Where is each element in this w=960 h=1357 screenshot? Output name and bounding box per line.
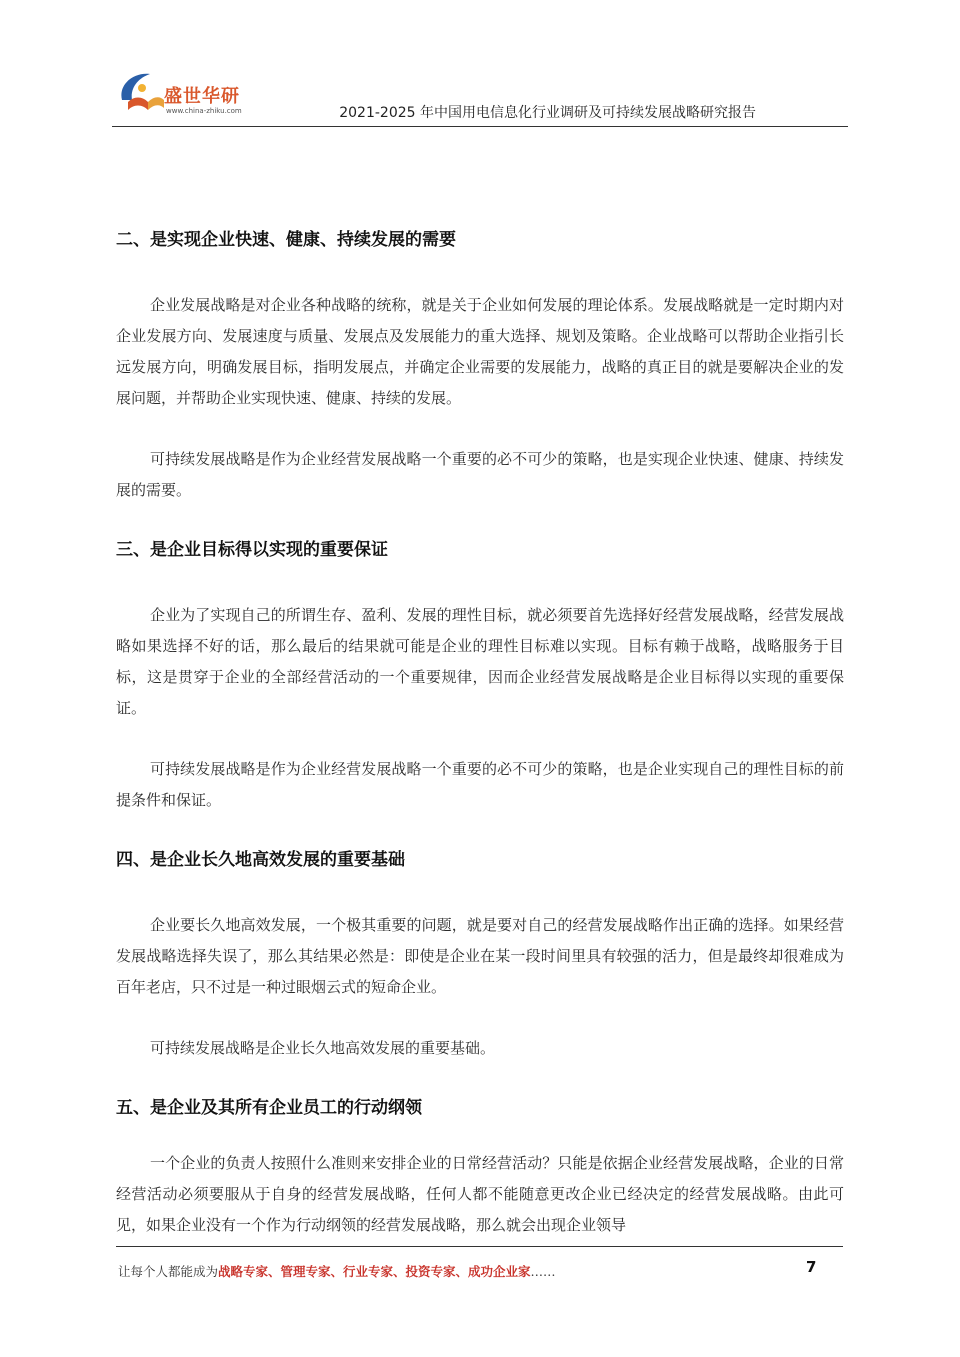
section-heading: 三、是企业目标得以实现的重要保证 — [116, 540, 388, 560]
section-heading: 五、是企业及其所有企业员工的行动纲领 — [116, 1098, 422, 1118]
paragraph: 企业要长久地高效发展，一个极其重要的问题，就是要对自己的经营发展战略作出正确的选择。如果经营发展战略选择失误了，那么其结果必然是：即使是企业在某一段时间里具有较强的活力，但是最终却很难成为百年老店，只不过是一种过眼烟云式的短命企业。 — [116, 916, 844, 996]
paragraph: 一个企业的负责人按照什么准则来安排企业的日常经营活动？只能是依据企业经营发展战略，企业的日常经营活动必须要服从于自身的经营发展战略，任何人都不能随意更改企业已经决定的经营发展战略。由此可见，如果企业没有一个作为行动纲领的经营发展战略，那么就会出现企业领导 — [116, 1154, 844, 1234]
paragraph: 可持续发展战略是企业长久地高效发展的重要基础。 — [150, 1039, 496, 1057]
page-number: 7 — [806, 1258, 817, 1276]
logo-book-icon — [112, 66, 168, 122]
logo-url: www.china-zhiku.com — [166, 107, 242, 115]
company-logo — [112, 62, 262, 122]
footer-suffix: …… — [530, 1264, 556, 1279]
document-body — [116, 226, 844, 1241]
section-heading: 二、是实现企业快速、健康、持续发展的需要 — [116, 230, 456, 250]
footer-slogan — [118, 1262, 556, 1280]
footer-prefix: 让每个人都能成为 — [118, 1264, 219, 1279]
logo-name: 盛世华研 — [164, 86, 240, 107]
footer-highlight: 战略专家、管理专家、行业专家、投资专家、成功企业家 — [218, 1264, 531, 1279]
paragraph: 可持续发展战略是作为企业经营发展战略一个重要的必不可少的策略，也是实现企业快速、健康、持续发展的需要。 — [116, 450, 844, 499]
section-heading: 四、是企业长久地高效发展的重要基础 — [116, 850, 405, 870]
footer-divider — [116, 1246, 843, 1247]
report-title: 2021-2025 年中国用电信息化行业调研及可持续发展战略研究报告 — [339, 105, 756, 121]
paragraph: 企业为了实现自己的所谓生存、盈利、发展的理性目标，就必须要首先选择好经营发展战略，经营发展战略如果选择不好的话，那么最后的结果就可能是企业的理性目标难以实现。目标有赖于战略，战略服务于目标，这是贯穿于企业的全部经营活动的一个重要规律，因而企业经营发展战略是企业目标得以实现的重要保证。 — [116, 606, 844, 717]
paragraph: 企业发展战略是对企业各种战略的统称，就是关于企业如何发展的理论体系。发展战略就是一定时期内对企业发展方向、发展速度与质量、发展点及发展能力的重大选择、规划及策略。企业战略可以帮助企业指引长远发展方向，明确发展目标，指明发展点，并确定企业需要的发展能力，战略的真正目的就是要解决企业的发展问题，并帮助企业实现快速、健康、持续的发展。 — [116, 296, 844, 407]
paragraph: 可持续发展战略是作为企业经营发展战略一个重要的必不可少的策略，也是企业实现自己的理性目标的前提条件和保证。 — [116, 760, 844, 809]
page-header — [112, 62, 848, 127]
